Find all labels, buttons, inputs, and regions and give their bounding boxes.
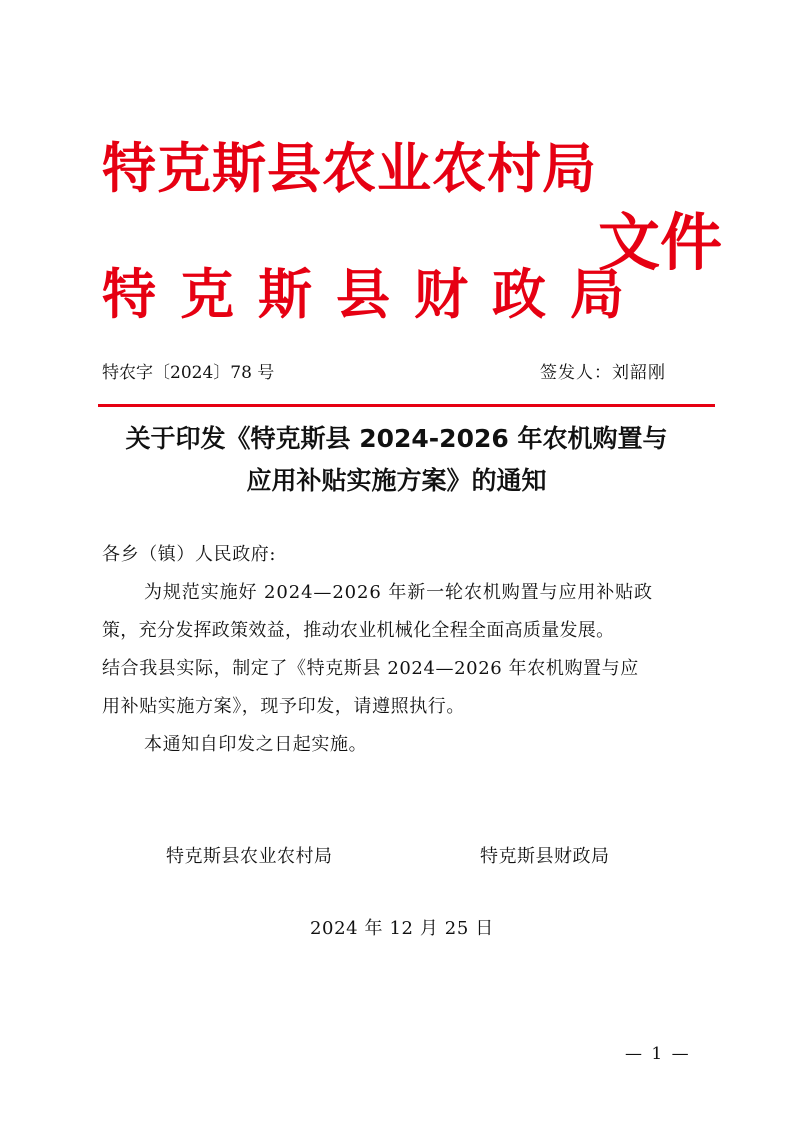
signature-finance-bureau: 特克斯县财政局 xyxy=(480,846,610,867)
body-paragraph-line: 本通知自印发之日起实施。 xyxy=(144,734,368,755)
document-type-label: 文件 xyxy=(598,206,723,279)
body-paragraph-line: 用补贴实施方案》，现予印发，请遵照执行。 xyxy=(102,696,465,717)
signature-agriculture-bureau: 特克斯县农业农村局 xyxy=(166,846,333,867)
page-number: — 1 — xyxy=(625,1044,691,1064)
issuing-org-finance: 特克斯县财政局 xyxy=(102,263,648,326)
body-paragraph-line: 为规范实施好 2024—2026 年新一轮农机购置与应用补贴政 xyxy=(144,582,653,603)
salutation: 各乡（镇）人民政府: xyxy=(102,544,277,565)
body-paragraph-line: 结合我县实际，制定了《特克斯县 2024—2026 年农机购置与应 xyxy=(102,658,639,679)
document-number: 特农字〔2024〕78 号 xyxy=(102,363,275,383)
signer-label: 签发人：刘韶刚 xyxy=(540,363,666,383)
red-divider-line xyxy=(98,404,715,407)
body-paragraph-line: 策，充分发挥政策效益，推动农业机械化全程全面高质量发展。 xyxy=(102,620,615,641)
document-title-line-2: 应用补贴实施方案》的通知 xyxy=(246,466,547,495)
issue-date: 2024 年 12 月 25 日 xyxy=(310,918,494,939)
document-title-line-1: 关于印发《特克斯县 2024-2026 年农机购置与 xyxy=(125,424,668,453)
issuing-org-agriculture: 特克斯县农业农村局 xyxy=(102,137,597,200)
